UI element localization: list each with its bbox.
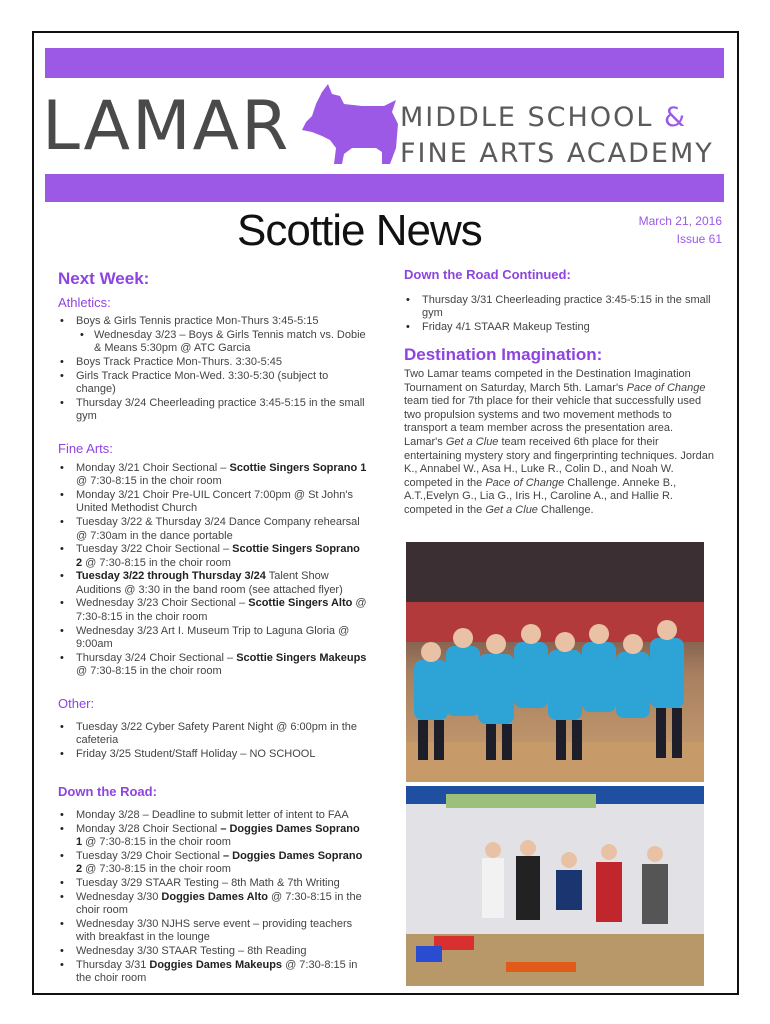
list-item-text: @ 7:30-8:15 in the choir room <box>82 836 231 849</box>
down-the-road-heading: Down the Road: <box>58 784 157 800</box>
list-item-text: Thursday 3/24 Choir Sectional – <box>76 651 237 664</box>
athletics-heading: Athletics: <box>58 294 111 310</box>
list-item-text: @ 7:30-8:15 in the choir room <box>76 890 362 917</box>
list-item <box>58 959 368 986</box>
athletics-list <box>58 315 368 424</box>
other-heading: Other: <box>58 696 95 712</box>
list-item <box>58 625 368 652</box>
list-item: • Friday 3/25 Student/Staff Holiday – NO SCHOOL <box>58 748 368 762</box>
issue-info <box>639 212 722 248</box>
team-name-italic: Pace of Change <box>485 476 565 489</box>
list-item: • Tuesday 3/22 Cyber Safety Parent Night @ 6:00pm in the cafeteria <box>58 721 368 748</box>
list-item <box>58 516 368 543</box>
down-the-road-list <box>58 809 368 986</box>
list-item <box>58 809 368 823</box>
list-item <box>58 489 368 516</box>
list-item <box>58 918 368 945</box>
list-item: • Boys Track Practice Mon-Thurs. 3:30-5:45 <box>58 356 368 370</box>
team-photo-stage <box>406 786 704 986</box>
logo-ampersand: & <box>663 102 688 133</box>
list-item-text: Wednesday 3/30 NJHS serve event – providing teachers with breakfast in the lounge <box>76 917 353 944</box>
list-item-bold-text: Doggies Dames Makeups <box>149 958 283 971</box>
list-item-bold-text: Scottie Singers Makeups <box>236 651 367 664</box>
list-item: • Thursday 3/24 Cheerleading practice 3:45-5:15 in the small gym <box>58 397 368 424</box>
paragraph-text: Two Lamar teams competed in the Destination Imagination Tournament on Saturday, March 5th. Lamar's <box>404 367 691 394</box>
list-item-text: Monday 3/28 – Deadline to submit letter of intent to FAA <box>76 809 349 821</box>
list-item <box>58 891 368 918</box>
list-item-text: @ 7:30-8:15 in the choir room <box>82 863 231 876</box>
team-name-italic: Get a Clue <box>485 503 538 516</box>
list-item-text: Wednesday 3/30 STAAR Testing – 8th Reading <box>76 944 307 957</box>
paragraph-text: Challenge. Anneke B., A.T.,Evelyn G., Lia G., Iris H., Caroline A., and Hallie R. competed in the <box>404 476 677 516</box>
list-item-text: Monday 3/21 Choir Sectional – <box>76 461 230 474</box>
list-item-bold-text: Scottie Singers Soprano 1 <box>229 461 367 474</box>
left-column <box>58 269 368 986</box>
header-top-band <box>45 48 724 78</box>
destination-imagination-paragraph <box>404 368 714 518</box>
logo-line-2: FINE ARTS ACADEMY <box>400 138 714 169</box>
list-item-text: @ 7:30-8:15 in the choir room <box>76 665 222 678</box>
issue-date: March 21, 2016 <box>638 214 722 228</box>
next-week-heading: Next Week: <box>58 269 150 288</box>
list-item <box>58 850 368 877</box>
scottie-dog-logo-icon <box>292 82 404 166</box>
down-the-road-continued-list <box>404 294 714 335</box>
paragraph-text: team tied for 7th place for their vehicle that successfully used two propulsion systems and two movement methods to transport a team member across the presentation area. Lamar's <box>404 395 702 448</box>
header-bottom-band <box>45 174 724 202</box>
down-the-road-continued-heading: Down the Road Continued: <box>404 267 571 282</box>
list-item-text: Wednesday 3/23 Choir Sectional – <box>76 597 249 610</box>
paragraph-text: team received 6th place for their entertaining mystery story and fingerprinting techniques. Jordan K., Annabel W., Asa H., Luke R., Colin D., and Noah W. competed in the <box>404 435 715 489</box>
list-item-text: Tuesday 3/29 Choir Sectional <box>76 849 223 862</box>
list-item-text: @ 7:30-8:15 in the choir room <box>82 556 231 569</box>
list-item <box>58 945 368 959</box>
list-item-text: Wednesday 3/23 Art I. Museum Trip to Laguna Gloria @ 9:00am <box>76 624 350 651</box>
team-name-italic: Pace of Change <box>626 381 706 394</box>
list-item-text: Thursday 3/31 <box>76 958 150 971</box>
list-item: • Girls Track Practice Mon-Wed. 3:30-5:30 (subject to change) <box>58 370 368 397</box>
logo-lamar-wordmark: LAMAR <box>42 87 291 166</box>
list-item <box>58 543 368 570</box>
list-item-text: Monday 3/28 Choir Sectional <box>76 822 221 835</box>
team-photo-gym <box>406 542 704 782</box>
list-item-bold-text: Tuesday 3/22 through Thursday 3/24 <box>76 570 266 583</box>
destination-imagination-heading: Destination Imagination: <box>404 345 603 365</box>
list-item-bold-text: Scottie Singers Soprano 2 <box>76 543 360 569</box>
logo-line-1: MIDDLE SCHOOL <box>400 102 654 133</box>
list-item-bold-text: Doggies Dames Alto <box>161 890 268 903</box>
list-item-text: Wednesday 3/30 <box>76 890 162 903</box>
team-photo-stage-image <box>406 786 704 986</box>
list-item-bold-text: – Doggies Dames Soprano 2 <box>76 849 363 876</box>
list-item <box>58 462 368 489</box>
list-item <box>58 877 368 891</box>
list-item: • Thursday 3/31 Cheerleading practice 3:45-5:15 in the small gym <box>404 294 714 321</box>
list-item-bold-text: Scottie Singers Alto <box>248 597 353 610</box>
list-item-text: Tuesday 3/29 STAAR Testing – 8th Math & 7th Writing <box>76 876 340 889</box>
fine-arts-heading: Fine Arts: <box>58 440 113 456</box>
list-item-text: @ 7:30-8:15 in the choir room <box>76 597 367 624</box>
list-item: • Wednesday 3/23 – Boys & Girls Tennis match vs. Dobie & Means 5:30pm @ ATC Garcia <box>58 329 368 356</box>
list-item <box>58 570 368 597</box>
issue-number: Issue 61 <box>676 232 722 246</box>
list-item <box>58 652 368 679</box>
list-item-text: Tuesday 3/22 Choir Sectional – <box>76 543 233 556</box>
list-item: • Boys & Girls Tennis practice Mon-Thurs 3:45-5:15 <box>58 315 368 329</box>
list-item-text: @ 7:30-8:15 in the choir room <box>76 475 222 488</box>
list-item-text: Monday 3/21 Choir Pre-UIL Concert 7:00pm @ St John's United Methodist Church <box>76 488 353 515</box>
logo-school-name <box>400 100 714 172</box>
other-list <box>58 721 368 762</box>
paragraph-text: Challenge. <box>537 503 594 516</box>
fine-arts-list <box>58 462 368 680</box>
list-item <box>58 597 368 624</box>
newsletter-title: Scottie News <box>237 206 482 255</box>
list-item-text: Tuesday 3/22 & Thursday 3/24 Dance Company rehearsal @ 7:30am in the dance portable <box>76 515 360 542</box>
list-item-bold-text: – Doggies Dames Soprano 1 <box>76 822 360 849</box>
list-item-text: @ 7:30-8:15 in the choir room <box>76 958 358 985</box>
list-item <box>58 823 368 850</box>
list-item-text: Talent Show Auditions @ 3:30 in the band room (see attached flyer) <box>76 570 343 596</box>
right-column <box>404 268 714 518</box>
team-name-italic: Get a Clue <box>445 435 499 448</box>
team-photo-gym-image <box>406 542 704 782</box>
list-item: • Friday 4/1 STAAR Makeup Testing <box>404 321 714 335</box>
